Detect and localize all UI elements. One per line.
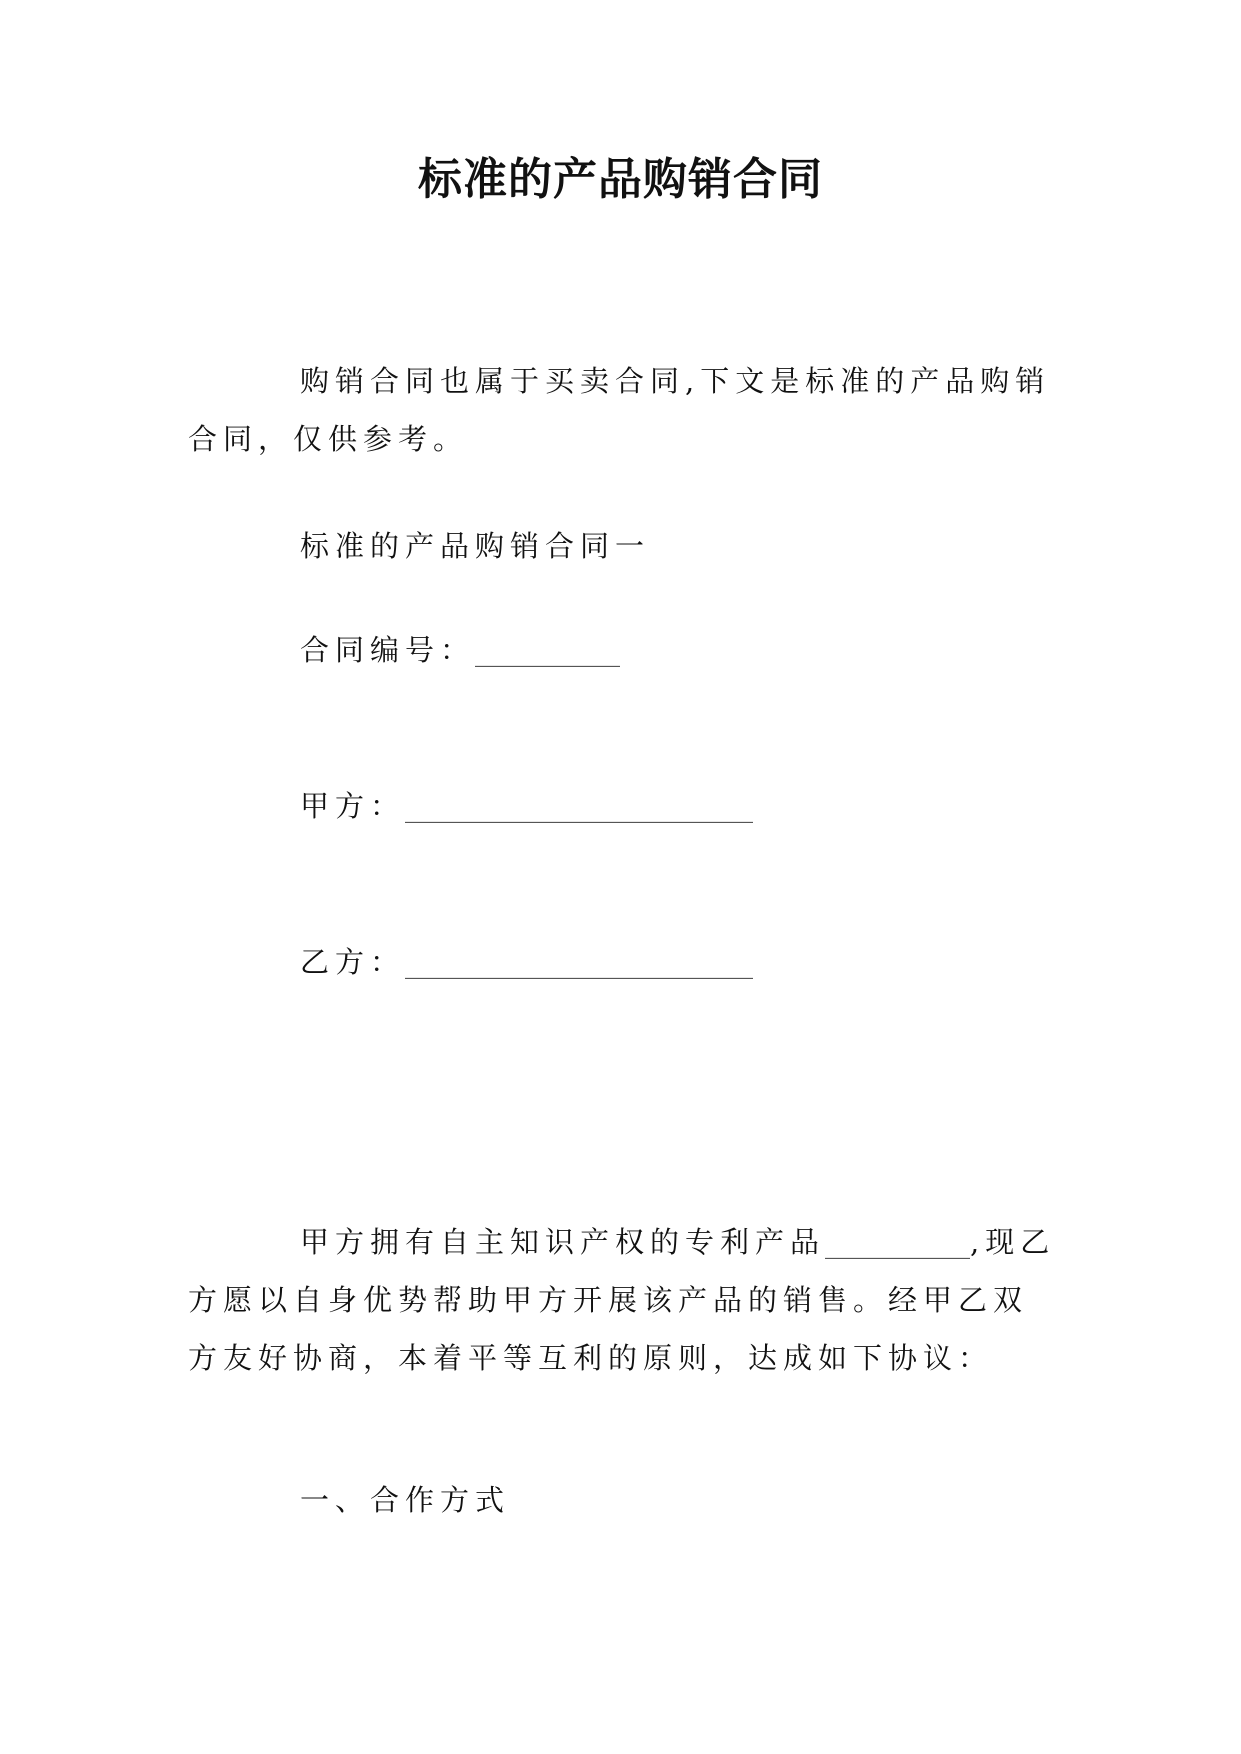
party-b-blank: ________________________ (405, 945, 754, 979)
intro-paragraph: 购销合同也属于买卖合同,下文是标准的产品购销合同，仅供参考。 (188, 364, 1051, 456)
party-a-blank: ________________________ (405, 789, 754, 823)
contract-number-label: 合同编号： (300, 633, 476, 667)
contract-number-line (300, 630, 620, 670)
document-title: 标准的产品购销合同 (418, 154, 823, 205)
agreement-text-2: ,现乙方愿以自身优势帮助甲方开展该产品的销售。经甲乙双方友好协商，本着平等互利的原则，达成如下协议： (188, 1225, 1056, 1375)
agreement-paragraph (188, 1213, 1058, 1387)
party-a-line (300, 786, 753, 826)
party-b-line (300, 942, 753, 982)
section-heading: 标准的产品购销合同一 (300, 529, 651, 563)
party-a-label: 甲方： (300, 789, 406, 823)
clause-1-heading: 一、合作方式 (300, 1483, 511, 1517)
agreement-text-1: 甲方拥有自主知识产权的专利产品 (300, 1225, 826, 1259)
contract-number-blank: __________ (475, 633, 621, 667)
party-b-label: 乙方： (300, 945, 406, 979)
product-name-blank: __________ (825, 1225, 971, 1259)
